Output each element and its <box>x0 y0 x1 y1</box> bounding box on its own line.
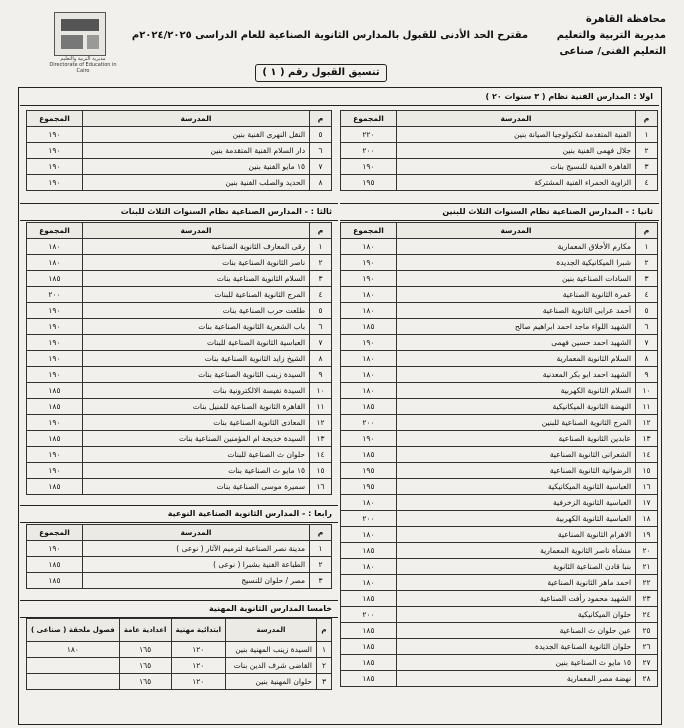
school-name-cell: السادات الصناعية بنين <box>396 271 635 287</box>
row-number-cell: ٤ <box>636 175 658 191</box>
school-name-cell: القاضى شرف الدين بنات <box>226 658 317 674</box>
score-cell: ١٨٥ <box>27 383 83 399</box>
table-row <box>27 159 332 175</box>
table-header-row <box>27 619 332 642</box>
row-number-cell: ٣ <box>636 271 658 287</box>
column-header: م <box>310 111 332 127</box>
school-name-cell: ناصر الثانوية الصناعية بنات <box>82 255 309 271</box>
table-header-row <box>27 525 332 541</box>
table-row <box>341 143 658 159</box>
table-row <box>27 319 332 335</box>
row-number-cell: ٨ <box>636 351 658 367</box>
table-row <box>341 175 658 191</box>
table-row <box>27 431 332 447</box>
score-cell: ١٩٠ <box>341 159 397 175</box>
row-number-cell: ٢٢ <box>636 575 658 591</box>
school-name-cell: الزاوية الحمراء الفنية المشتركة <box>396 175 635 191</box>
table-row <box>27 351 332 367</box>
row-number-cell: ١٠ <box>310 383 332 399</box>
row-number-cell: ١٤ <box>310 447 332 463</box>
row-number-cell: ٣ <box>310 271 332 287</box>
column-header: اعدادية عامة <box>119 619 171 642</box>
row-number-cell: ٦ <box>636 319 658 335</box>
row-number-cell: ٢١ <box>636 559 658 575</box>
row-number-cell: ٧ <box>310 335 332 351</box>
score-cell: ٢٠٠ <box>341 415 397 431</box>
score-cell: ١٦٥ <box>119 642 171 658</box>
score-cell: ١٩٠ <box>341 431 397 447</box>
table-row <box>27 255 332 271</box>
score-cell: ١٩٠ <box>27 143 83 159</box>
school-name-cell: السيدة نفيسة الالكترونية بنات <box>82 383 309 399</box>
score-cell: ١٨٠ <box>341 239 397 255</box>
row-number-cell: ١١ <box>310 399 332 415</box>
table-row <box>27 674 332 690</box>
score-cell: ١٨٠ <box>341 495 397 511</box>
row-number-cell: ٩ <box>636 367 658 383</box>
table-row <box>341 495 658 511</box>
row-number-cell: ٣ <box>316 674 331 690</box>
table-row <box>341 127 658 143</box>
school-name-cell: الحديد والصلب الفنية بنين <box>82 175 309 191</box>
row-number-cell: ١٣ <box>310 431 332 447</box>
school-name-cell: المعادى الثانوية الصناعية بنات <box>82 415 309 431</box>
table-row <box>341 511 658 527</box>
row-number-cell: ٢ <box>316 658 331 674</box>
score-cell: ١٩٠ <box>27 463 83 479</box>
score-cell: ١٨٥ <box>341 447 397 463</box>
school-name-cell: منشأة ناصر الثانوية المعمارية <box>396 543 635 559</box>
score-cell: ١٩٠ <box>27 367 83 383</box>
score-cell: ٢٠٠ <box>341 607 397 623</box>
score-cell: ١٨٠ <box>27 239 83 255</box>
school-name-cell: أحمد عرابى الثانوية الصناعية <box>396 303 635 319</box>
score-cell: ١٨٥ <box>27 573 83 589</box>
score-cell: ١٨٥ <box>27 557 83 573</box>
table-row <box>27 573 332 589</box>
table-row <box>27 383 332 399</box>
score-cell: ١٩٥ <box>341 463 397 479</box>
column-header: المجموع <box>341 111 397 127</box>
school-name-cell: حلوان الثانوية الصناعية الجديدة <box>396 639 635 655</box>
score-cell: ٢٠٠ <box>27 287 83 303</box>
score-cell: ١٩٥ <box>341 175 397 191</box>
column-header: م <box>636 223 658 239</box>
school-name-cell: الشهيد احمد حسين فهمى <box>396 335 635 351</box>
section2-table <box>340 222 658 687</box>
table-row <box>27 447 332 463</box>
score-cell: ١٨٥ <box>341 319 397 335</box>
table-row <box>27 175 332 191</box>
row-number-cell: ١٥ <box>310 463 332 479</box>
school-name-cell: الطباعة الفنية بشبرا ( نوعى ) <box>82 557 309 573</box>
column-header: فصول ملحقة ( صناعى ) <box>27 619 120 642</box>
row-number-cell: ١٨ <box>636 511 658 527</box>
school-name-cell: احمد ماهر الثانوية الصناعية <box>396 575 635 591</box>
row-number-cell: ٢ <box>636 255 658 271</box>
school-name-cell: حلوان الميكانيكية <box>396 607 635 623</box>
score-cell <box>27 658 120 674</box>
row-number-cell: ١٦ <box>310 479 332 495</box>
school-name-cell: نهضة مصر المعمارية <box>396 671 635 687</box>
school-name-cell: دار السلام الفنية المتقدمة بنين <box>82 143 309 159</box>
school-name-cell: العباسية الثانوية الصناعية للبنات <box>82 335 309 351</box>
score-cell: ١٨٥ <box>341 655 397 671</box>
column-header: م <box>310 525 332 541</box>
school-name-cell: النهضة الثانوية الميكانيكية <box>396 399 635 415</box>
school-name-cell: الشهيد اللواء ماجد احمد ابراهيم صالح <box>396 319 635 335</box>
row-number-cell: ٢٥ <box>636 623 658 639</box>
table-row <box>341 319 658 335</box>
school-name-cell: السيدة زينب الثانوية الصناعية بنات <box>82 367 309 383</box>
score-cell: ١٨٠ <box>341 303 397 319</box>
school-name-cell: سميرة موسى الصناعية بنات <box>82 479 309 495</box>
column-header: المجموع <box>341 223 397 239</box>
table-row <box>27 557 332 573</box>
row-number-cell: ٢ <box>310 255 332 271</box>
score-cell: ١٨٠ <box>341 527 397 543</box>
school-name-cell: الشيخ زايد الثانوية الصناعية بنات <box>82 351 309 367</box>
table-row <box>27 463 332 479</box>
school-name-cell: السيدة خديجة ام المؤمنين الصناعية بنات <box>82 431 309 447</box>
school-name-cell: المرج الثانوية الصناعية للبنين <box>396 415 635 431</box>
score-cell: ١٨٠ <box>341 287 397 303</box>
school-name-cell: السلام الثانوية المعمارية <box>396 351 635 367</box>
table-row <box>341 479 658 495</box>
table-row <box>341 303 658 319</box>
section5-table <box>26 618 332 690</box>
school-name-cell: ١٥ مايو الفنية بنين <box>82 159 309 175</box>
row-number-cell: ١ <box>310 239 332 255</box>
score-cell: ١٢٠ <box>171 658 225 674</box>
table-row <box>27 367 332 383</box>
row-number-cell: ١ <box>636 239 658 255</box>
row-number-cell: ٢٧ <box>636 655 658 671</box>
table-row <box>341 591 658 607</box>
school-name-cell: غمرة الثانوية الصناعية <box>396 287 635 303</box>
score-cell: ١٩٥ <box>341 479 397 495</box>
score-cell: ١٨٠ <box>341 367 397 383</box>
score-cell: ١٩٠ <box>27 127 83 143</box>
score-cell <box>27 674 120 690</box>
school-name-cell: رقى المعارف الثانوية الصناعية <box>82 239 309 255</box>
row-number-cell: ٧ <box>310 159 332 175</box>
table-row <box>341 639 658 655</box>
score-cell: ١٢٠ <box>171 642 225 658</box>
row-number-cell: ٢٣ <box>636 591 658 607</box>
table-row <box>341 623 658 639</box>
table-row <box>341 351 658 367</box>
score-cell: ١٨٥ <box>27 479 83 495</box>
table-row <box>341 287 658 303</box>
school-name-cell: العباسية الثانوية الزخرفية <box>396 495 635 511</box>
row-number-cell: ١ <box>636 127 658 143</box>
score-cell: ١٨٠ <box>27 255 83 271</box>
score-cell: ١٦٥ <box>119 674 171 690</box>
section1-left-table <box>26 110 332 191</box>
department-label: التعليم الفنى/ صناعى <box>559 46 666 57</box>
score-cell: ١٨٠ <box>341 559 397 575</box>
header-block <box>536 12 666 60</box>
section3-table <box>26 222 332 495</box>
score-cell: ١٩٠ <box>341 255 397 271</box>
table-row <box>27 415 332 431</box>
section4-table <box>26 524 332 589</box>
row-number-cell: ٥ <box>636 303 658 319</box>
score-cell: ١٩٠ <box>341 335 397 351</box>
score-cell: ١٨٠ <box>27 642 120 658</box>
table-row <box>27 541 332 557</box>
row-number-cell: ٣ <box>636 159 658 175</box>
row-number-cell: ٧ <box>636 335 658 351</box>
table-row <box>341 543 658 559</box>
row-number-cell: ٢٠ <box>636 543 658 559</box>
column-header: المدرسة <box>82 525 309 541</box>
section3-title: ثالثا : - المدارس الصناعية نظام السنوات الثلاث للبنات <box>20 203 338 221</box>
school-name-cell: العباسية الثانوية الكهربية <box>396 511 635 527</box>
school-name-cell: السلام الثانوية الصناعية بنات <box>82 271 309 287</box>
score-cell: ١٨٥ <box>341 639 397 655</box>
table-row <box>27 479 332 495</box>
table-header-row <box>27 223 332 239</box>
school-name-cell: حلوان المهنية بنين <box>226 674 317 690</box>
row-number-cell: ٢ <box>636 143 658 159</box>
page-title: مقترح الحد الأدنى للقبول بالمدارس الثانوية الصناعية للعام الدراسى ٢٠٢٤/٢٠٢٥م <box>131 30 529 41</box>
school-name-cell: طلعت حرب الصناعية بنات <box>82 303 309 319</box>
table-header-row <box>341 111 658 127</box>
row-number-cell: ١٢ <box>636 415 658 431</box>
score-cell: ١٩٠ <box>27 159 83 175</box>
school-name-cell: باب الشعرية الثانوية الصناعية بنات <box>82 319 309 335</box>
table-row <box>27 127 332 143</box>
column-header: المدرسة <box>82 111 309 127</box>
score-cell: ١٩٠ <box>27 319 83 335</box>
column-header: م <box>636 111 658 127</box>
score-cell: ١٩٠ <box>27 335 83 351</box>
row-number-cell: ١٣ <box>636 431 658 447</box>
row-number-cell: ١٩ <box>636 527 658 543</box>
score-cell: ٢٠٠ <box>341 143 397 159</box>
school-name-cell: المرج الثانوية الصناعية للبنات <box>82 287 309 303</box>
row-number-cell: ٨ <box>310 351 332 367</box>
score-cell: ١٨٥ <box>27 431 83 447</box>
school-name-cell: الشهيد محمود رأفت الصناعية <box>396 591 635 607</box>
table-row <box>341 607 658 623</box>
score-cell: ١٩٠ <box>27 175 83 191</box>
row-number-cell: ٤ <box>636 287 658 303</box>
row-number-cell: ٢٤ <box>636 607 658 623</box>
school-name-cell: مكارم الأخلاق المعمارية <box>396 239 635 255</box>
score-cell: ١٨٥ <box>341 543 397 559</box>
table-row <box>341 671 658 687</box>
table-row <box>341 527 658 543</box>
school-name-cell: العباسية الثانوية الميكانيكية <box>396 479 635 495</box>
table-row <box>27 287 332 303</box>
column-header: المجموع <box>27 111 83 127</box>
score-cell: ١٨٥ <box>341 399 397 415</box>
table-row <box>27 303 332 319</box>
row-number-cell: ٢٦ <box>636 639 658 655</box>
row-number-cell: ١٤ <box>636 447 658 463</box>
column-header: م <box>310 223 332 239</box>
school-name-cell: مصر / حلوان للنسيج <box>82 573 309 589</box>
table-row <box>341 335 658 351</box>
score-cell: ١٨٥ <box>341 671 397 687</box>
table-row <box>341 447 658 463</box>
logo-emblem-icon <box>54 12 106 56</box>
school-name-cell: الاهرام الثانوية الصناعية <box>396 527 635 543</box>
score-cell: ١٩٠ <box>27 415 83 431</box>
page-subtitle: تنسيق القبول رقم ( ١ ) <box>255 64 387 82</box>
table-row <box>341 239 658 255</box>
score-cell: ١٨٥ <box>27 399 83 415</box>
score-cell: ١٩٠ <box>27 303 83 319</box>
score-cell: ١٩٠ <box>27 541 83 557</box>
table-row <box>341 271 658 287</box>
score-cell: ١٨٥ <box>341 623 397 639</box>
row-number-cell: ٦ <box>310 319 332 335</box>
column-header: المدرسة <box>396 111 635 127</box>
table-row <box>27 642 332 658</box>
school-name-cell: عابدين الثانوية الصناعية <box>396 431 635 447</box>
row-number-cell: ١٥ <box>636 463 658 479</box>
score-cell: ١٦٥ <box>119 658 171 674</box>
row-number-cell: ١ <box>310 541 332 557</box>
row-number-cell: ١٢ <box>310 415 332 431</box>
school-name-cell: الفنية المتقدمة لتكنولوجيا الصيانة بنين <box>396 127 635 143</box>
school-name-cell: القاهرة الثانوية الصناعية للمنيل بنات <box>82 399 309 415</box>
row-number-cell: ١١ <box>636 399 658 415</box>
table-row <box>27 239 332 255</box>
governorate-label: محافظة القاهرة <box>585 14 666 25</box>
school-name-cell: ١٥ مايو ث الصناعية بنين <box>396 655 635 671</box>
school-name-cell: الشهيد احمد ابو بكر المعدنية <box>396 367 635 383</box>
score-cell: ١٨٥ <box>27 271 83 287</box>
row-number-cell: ٦ <box>310 143 332 159</box>
table-row <box>27 658 332 674</box>
table-row <box>341 255 658 271</box>
score-cell: ١٩٠ <box>27 447 83 463</box>
school-name-cell: عين حلوان ث الصناعية <box>396 623 635 639</box>
school-name-cell: النقل النهرى الفنية بنين <box>82 127 309 143</box>
row-number-cell: ٢ <box>310 557 332 573</box>
table-row <box>27 335 332 351</box>
school-name-cell: حلوان ث الصناعية للبنات <box>82 447 309 463</box>
table-header-row <box>341 223 658 239</box>
logo-text: مديرية التربية والتعليم Directorate of Education in Cairo <box>49 56 117 74</box>
row-number-cell: ٣ <box>310 573 332 589</box>
table-row <box>27 399 332 415</box>
section1-title: اولا : المدارس الفنية نظام ( ٣ سنوات ٢٠ ) <box>20 89 659 106</box>
score-cell: ١٩٠ <box>27 351 83 367</box>
column-header: المدرسة <box>226 619 317 642</box>
column-header: المجموع <box>27 525 83 541</box>
table-row <box>27 271 332 287</box>
table-row <box>341 559 658 575</box>
table-row <box>27 143 332 159</box>
row-number-cell: ١٧ <box>636 495 658 511</box>
table-header-row <box>27 111 332 127</box>
row-number-cell: ٢٨ <box>636 671 658 687</box>
school-name-cell: ١٥ مايو ث الصناعية بنات <box>82 463 309 479</box>
school-name-cell: الرضوانية الثانوية الصناعية <box>396 463 635 479</box>
section4-title: رابعا : - المدارس الثانوية الصناعية النوعية <box>20 505 338 523</box>
score-cell: ١٢٠ <box>171 674 225 690</box>
column-header: م <box>316 619 331 642</box>
table-row <box>341 367 658 383</box>
row-number-cell: ٨ <box>310 175 332 191</box>
table-row <box>341 655 658 671</box>
table-row <box>341 431 658 447</box>
score-cell: ١٨٥ <box>341 591 397 607</box>
score-cell: ٢٠٠ <box>341 511 397 527</box>
table-row <box>341 575 658 591</box>
score-cell: ١٩٠ <box>341 271 397 287</box>
column-header: المدرسة <box>396 223 635 239</box>
school-name-cell: جلال فهمى الفنية بنين <box>396 143 635 159</box>
school-name-cell: القاهرة الفنية للنسيج بنات <box>396 159 635 175</box>
row-number-cell: ٥ <box>310 127 332 143</box>
table-row <box>341 463 658 479</box>
row-number-cell: ٤ <box>310 287 332 303</box>
score-cell: ١٨٠ <box>341 383 397 399</box>
school-name-cell: السيدة زينب المهنية بنين <box>226 642 317 658</box>
directorate-label: مديرية التربية والتعليم <box>556 30 666 41</box>
score-cell: ٢٢٠ <box>341 127 397 143</box>
row-number-cell: ١٦ <box>636 479 658 495</box>
school-name-cell: السلام الثانوية الكهربية <box>396 383 635 399</box>
row-number-cell: ٥ <box>310 303 332 319</box>
column-header: المدرسة <box>82 223 309 239</box>
table-row <box>341 383 658 399</box>
school-name-cell: مدينة نصر الصناعية لترميم الآثار ( نوعى ) <box>82 541 309 557</box>
school-name-cell: شبرا الميكانيكية الجديدة <box>396 255 635 271</box>
section5-title: خامسا المدارس الثانوية المهنية <box>20 600 338 618</box>
directorate-logo <box>48 12 118 74</box>
row-number-cell: ٩ <box>310 367 332 383</box>
row-number-cell: ١٠ <box>636 383 658 399</box>
table-row <box>341 159 658 175</box>
table-row <box>341 399 658 415</box>
section1-right-table <box>340 110 658 191</box>
table-row <box>341 415 658 431</box>
school-name-cell: بنبا قادن الصناعية الثانوية <box>396 559 635 575</box>
score-cell: ١٨٠ <box>341 575 397 591</box>
row-number-cell: ١ <box>316 642 331 658</box>
score-cell: ١٨٠ <box>341 351 397 367</box>
section2-title: ثانيا : - المدارس الصناعية نظام السنوات الثلاث للبنين <box>340 203 659 221</box>
column-header: ابتدائية مهنية <box>171 619 225 642</box>
column-header: المجموع <box>27 223 83 239</box>
school-name-cell: الشعرانى الثانوية الصناعية <box>396 447 635 463</box>
